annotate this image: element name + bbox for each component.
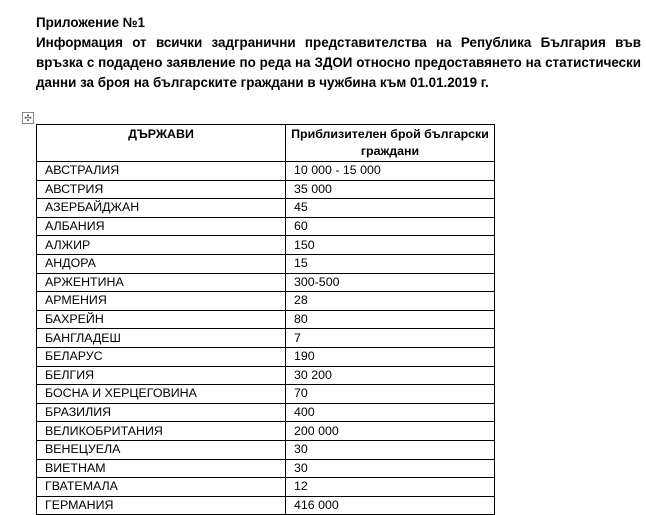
count-cell: 70 xyxy=(286,385,495,404)
table-row xyxy=(37,180,495,199)
count-cell: 150 xyxy=(286,236,495,255)
countries-table xyxy=(36,124,495,515)
header-countries: ДЪРЖАВИ xyxy=(37,125,286,162)
intro-paragraph: Информация от всички задгранични представителства на Република България във връзка с подадено заявление по реда на ЗДОИ относно предоставянето на статистически данни за броя на българските граждани в чужбина към 01.01.2019 г. xyxy=(36,35,641,90)
table-row xyxy=(37,440,495,459)
table-row xyxy=(37,459,495,478)
document-heading xyxy=(36,13,641,93)
count-cell: 60 xyxy=(286,217,495,236)
count-cell: 15 xyxy=(286,254,495,273)
count-cell: 80 xyxy=(286,310,495,329)
table-row xyxy=(37,347,495,366)
count-cell: 400 xyxy=(286,403,495,422)
header-count: Приблизителен брой български граждани xyxy=(286,125,495,162)
table-move-handle-icon[interactable]: ✣ xyxy=(22,112,34,124)
country-cell: АНДОРА xyxy=(37,254,286,273)
table-row xyxy=(37,254,495,273)
table-row xyxy=(37,403,495,422)
country-cell: АРЖЕНТИНА xyxy=(37,273,286,292)
table-header-row xyxy=(37,125,495,162)
country-cell: БРАЗИЛИЯ xyxy=(37,403,286,422)
table-row xyxy=(37,162,495,181)
country-cell: АЛЖИР xyxy=(37,236,286,255)
count-cell: 10 000 - 15 000 xyxy=(286,162,495,181)
count-cell: 12 xyxy=(286,478,495,497)
table-row xyxy=(37,273,495,292)
table-row xyxy=(37,310,495,329)
count-cell: 35 000 xyxy=(286,180,495,199)
table-row xyxy=(37,366,495,385)
country-cell: ГЕРМАНИЯ xyxy=(37,496,286,515)
table-row xyxy=(37,478,495,497)
count-cell: 300-500 xyxy=(286,273,495,292)
country-cell: ВИЕТНАМ xyxy=(37,459,286,478)
table-row xyxy=(37,292,495,311)
country-cell: БАХРЕЙН xyxy=(37,310,286,329)
country-cell: БАНГЛАДЕШ xyxy=(37,329,286,348)
country-cell: БЕЛАРУС xyxy=(37,347,286,366)
country-cell: БОСНА И ХЕРЦЕГОВИНА xyxy=(37,385,286,404)
country-cell: ГВАТЕМАЛА xyxy=(37,478,286,497)
country-cell: АВСТРИЯ xyxy=(37,180,286,199)
count-cell: 30 xyxy=(286,459,495,478)
country-cell: АВСТРАЛИЯ xyxy=(37,162,286,181)
table-row xyxy=(37,217,495,236)
country-cell: ВЕЛИКОБРИТАНИЯ xyxy=(37,422,286,441)
count-cell: 45 xyxy=(286,199,495,218)
count-cell: 416 000 xyxy=(286,496,495,515)
table-row xyxy=(37,199,495,218)
count-cell: 30 200 xyxy=(286,366,495,385)
country-cell: АЗЕРБАЙДЖАН xyxy=(37,199,286,218)
country-cell: АЛБАНИЯ xyxy=(37,217,286,236)
table-row xyxy=(37,385,495,404)
count-cell: 7 xyxy=(286,329,495,348)
count-cell: 190 xyxy=(286,347,495,366)
country-cell: БЕЛГИЯ xyxy=(37,366,286,385)
country-cell: ВЕНЕЦУЕЛА xyxy=(37,440,286,459)
appendix-title: Приложение №1 xyxy=(36,15,145,30)
count-cell: 200 000 xyxy=(286,422,495,441)
table-row xyxy=(37,236,495,255)
table-row xyxy=(37,329,495,348)
count-cell: 30 xyxy=(286,440,495,459)
count-cell: 28 xyxy=(286,292,495,311)
table-row xyxy=(37,422,495,441)
country-cell: АРМЕНИЯ xyxy=(37,292,286,311)
